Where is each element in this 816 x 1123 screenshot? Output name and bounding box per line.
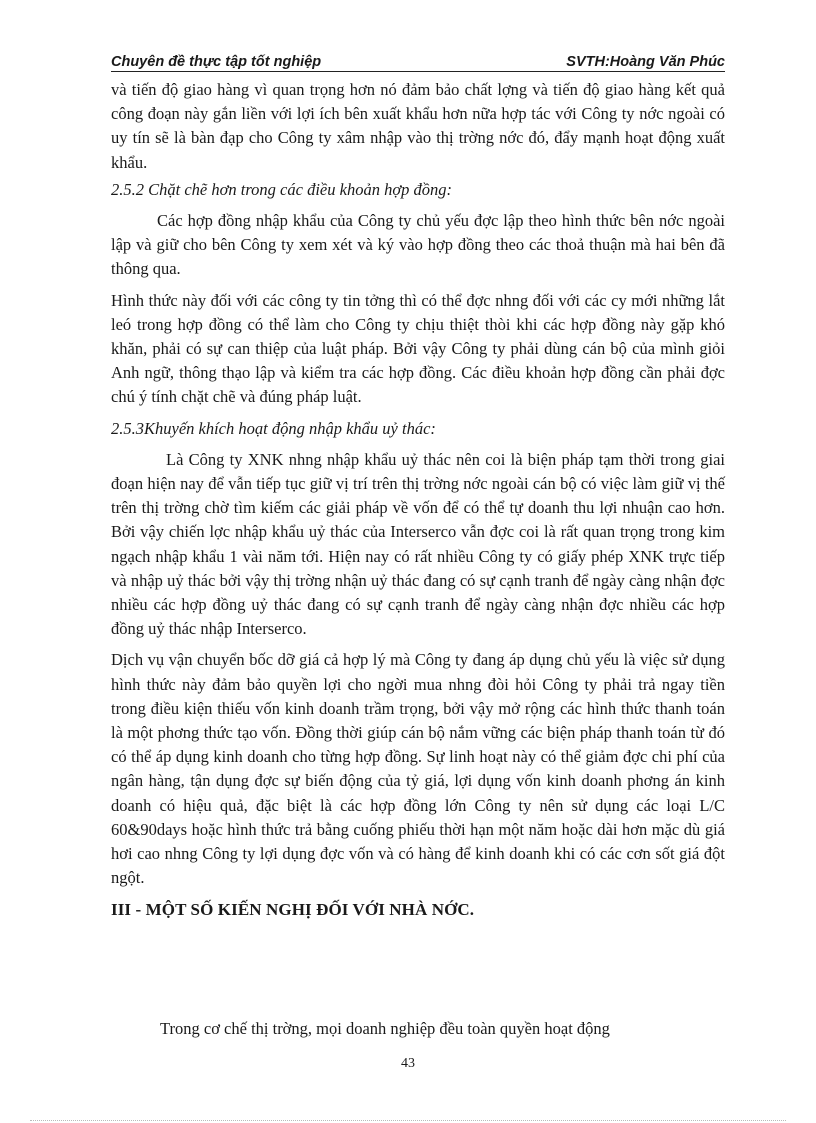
paragraph: Dịch vụ vận chuyển bốc dỡ giá cả hợp lý mà Công ty đang áp dụng chủ yếu là việc sử dụng hình thức này đảm bảo quyền lợi cho ngời mua nhng đòi hỏi Công ty phải trả ngay tiền trong điều kiện thiếu vốn kinh doanh trầm trọng, bởi vậy mở rộng các hình thức thanh toán là một phơng thức tạo vốn. Đồng thời giúp cán bộ nắm vững các biện pháp thanh toán từ đó có thể áp dụng kinh doanh cho từng hợp đồng. Sự linh hoạt này có thể giảm đợc chi phí của ngân hàng, tận dụng đợc sự biến động của tỷ giá, lợi dụng vốn kinh doanh phơng án kinh doanh có hiệu quả, đặc biệt là các hợp đồng lớn Công ty nên sử dụng các loại L/C 60&90days hoặc hình thức trả bằng cuống phiếu thời hạn một năm hoặc dài hơn mặc dù giá hơi cao nhng Công ty lợi dụng đợc vốn và có hàng để kinh doanh khi có các cơn sốt giá đột ngột. [111, 650, 725, 888]
paragraph: Là Công ty XNK nhng nhập khẩu uỷ thác nên coi là biện pháp tạm thời trong giai đoạn hiện nay để vẫn tiếp tục giữ vị trí trên thị trờng nớc ngoài cán bộ có việc làm giữ vị thế trên thị trờng chờ tìm kiếm các giải pháp về vốn để có thể tự doanh thu lợi nhuận cao hơn. Bởi vậy chiến lợc nhập khẩu uỷ thác của Interserco vẫn đợc coi là rất quan trọng trong kim ngạch nhập khẩu 1 vài năm tới. Hiện nay có rất nhiều Công ty có giấy phép XNK trực tiếp và nhập uỷ thác bởi vậy thị trờng nhận uỷ thác đang có sự cạnh tranh để ngày càng nhận đợc nhiều các hợp đồng uỷ thác đang có sự cạnh tranh để ngày càng nhận đợc nhiều các hợp đồng uỷ thác nhập Interserco. [111, 449, 725, 639]
paragraph: Các hợp đồng nhập khẩu của Công ty chủ yếu đợc lập theo hình thức bên nớc ngoài lập và giữ cho bên Công ty xem xét và ký vào hợp đồng theo các thoả thuận mà hai bên đã thông qua. [111, 211, 725, 279]
header-title: Chuyên đề thực tập tốt nghiệp [111, 54, 322, 70]
paragraph-continued: và tiến độ giao hàng vì quan trọng hơn nó đảm bảo chất lợng và tiến độ giao hàng kết quả công đoạn này gắn liền với lợi ích bên xuất khẩu hơn nữa hợp tác với Công ty nớc ngoài có uy tín sẽ là bàn đạp cho Công ty xâm nhập vào thị trờng nớc đó, đẩy mạnh hoạt động xuất khẩu. [111, 80, 725, 172]
section-heading-iii: III - MỘT SỐ KIẾN NGHỊ ĐỐI VỚI NHÀ NỚC. [111, 899, 475, 919]
page-header [111, 50, 725, 72]
header-author: SVTH:Hoàng Văn Phúc [566, 54, 725, 70]
body-text [111, 78, 725, 929]
page-bottom-divider [30, 1120, 786, 1121]
page-number: 43 [401, 1056, 415, 1071]
paragraph-last: Trong cơ chế thị trờng, mọi doanh nghiệp đều toàn quyền hoạt động [160, 1019, 610, 1038]
subheading-2-5-2: 2.5.2 Chặt chẽ hơn trong các điều khoản hợp đồng: [111, 179, 452, 199]
subheading-2-5-3: 2.5.3Khuyến khích hoạt động nhập khẩu uỷ thác: [111, 418, 436, 438]
paragraph: Hình thức này đối với các công ty tin tởng thì có thể đợc nhng đối với các cy mới những lắt leó trong hợp đồng có thể làm cho Công ty chịu thiệt thòi khi các hợp đồng này gặp khó khăn, phải có sự can thiệp của luật pháp. Bởi vậy Công ty phải dùng cán bộ của mình giỏi Anh ngữ, thông thạo lập và kiểm tra các hợp đồng. Các điều khoản hợp đồng cần phải đợc chú ý tính chặt chẽ và đúng pháp luật. [111, 290, 725, 407]
